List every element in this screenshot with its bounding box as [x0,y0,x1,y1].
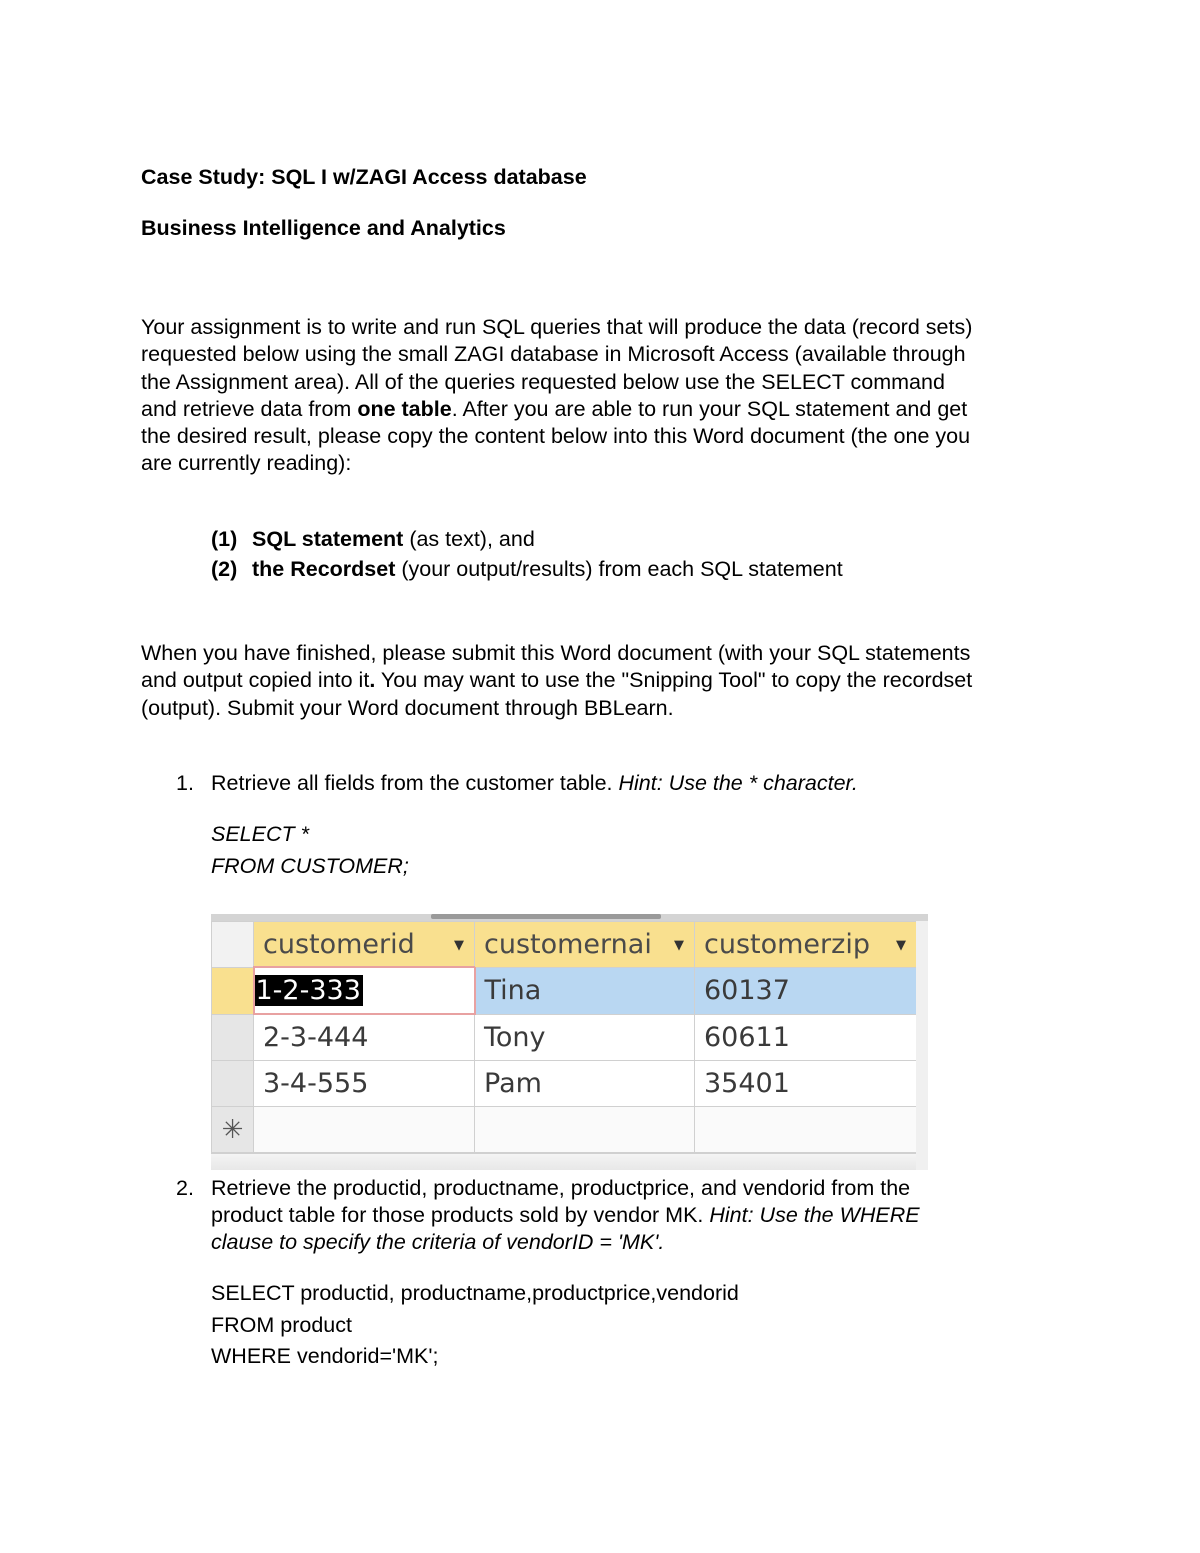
table-cell[interactable] [695,1107,917,1153]
intro-line: the Assignment area). All of the queries requested below use the SELECT command [141,369,945,394]
submit-line: and output copied into it. You may want to use the "Snipping Tool" to copy the recordset [141,668,973,693]
sql-line: SELECT productid, productname,productprice,vendorid [211,1281,739,1305]
page-subtitle: Business Intelligence and Analytics [141,216,506,240]
table-row[interactable] [212,1061,917,1107]
recordset-datasheet [211,914,928,1170]
row-selector[interactable] [212,1061,254,1107]
sql-statement-2 [211,1278,739,1373]
table-cell[interactable]: Tony [475,1014,695,1061]
sql-line: FROM product [211,1312,352,1337]
intro-line: requested below using the small ZAGI database in Microsoft Access (available through [141,342,966,367]
submit-line: When you have finished, please submit this Word document (with your SQL statements [141,641,971,665]
table-cell[interactable] [475,1107,695,1153]
column-header-customerid[interactable]: customerid ▼ [254,922,475,968]
table-header-row [212,922,917,968]
table-cell[interactable]: 3-4-555 [254,1061,475,1107]
table-row[interactable] [212,1014,917,1061]
deliverable-text: SQL statement (as text), and [252,527,535,551]
column-header-customername[interactable]: customernai ▼ [475,922,695,968]
sql-line: WHERE vendorid='MK'; [211,1344,439,1368]
datasheet-scroll-handle[interactable] [431,914,661,919]
datasheet-bottom-bar [211,1153,916,1170]
question-2-text [211,1175,920,1256]
table-cell[interactable]: 1-2-333 [254,967,475,1014]
sql-line: SELECT * [211,822,309,846]
row-selector[interactable] [212,1014,254,1061]
page-title: Case Study: SQL I w/ZAGI Access database [141,165,587,189]
chevron-down-icon[interactable]: ▼ [454,938,464,953]
vertical-scrollbar[interactable] [916,921,928,1170]
table-cell[interactable]: 2-3-444 [254,1014,475,1061]
emphasis-one-table: one table [357,396,452,421]
question-line: product table for those products sold by vendor MK. Hint: Use the WHERE [211,1203,920,1227]
intro-line: Your assignment is to write and run SQL queries that will produce the data (record sets) [141,315,973,339]
chevron-down-icon[interactable]: ▼ [674,938,684,953]
row-selector[interactable] [212,967,254,1014]
sql-line: FROM CUSTOMER; [211,854,409,878]
submit-line: (output). Submit your Word document through BBLearn. [141,695,674,720]
hint-text: Hint: Use the * character. [618,771,858,795]
question-1-text: Retrieve all fields from the customer table. Hint: Use the * character. [211,771,858,795]
select-all-corner[interactable] [212,922,254,968]
deliverable-item: (1) [211,527,238,551]
new-record-row[interactable] [212,1107,917,1153]
intro-line: are currently reading): [141,451,352,476]
table-cell[interactable] [254,1107,475,1153]
intro-line: and retrieve data from one table. After you are able to run your SQL statement and get [141,396,968,421]
intro-line: the desired result, please copy the content below into this Word document (the one you [141,424,971,449]
chevron-down-icon[interactable]: ▼ [896,938,906,953]
sql-statement-1 [211,818,409,882]
table-cell[interactable]: 35401 [695,1061,917,1107]
question-number: 1. [176,771,194,795]
intro-paragraph [141,314,1081,478]
table-cell[interactable]: 60137 [695,967,917,1014]
table-cell[interactable]: Tina [475,967,695,1014]
deliverable-text: the Recordset (your output/results) from each SQL statement [252,557,843,581]
hint-text: clause to specify the criteria of vendorID = 'MK'. [211,1230,665,1254]
table-cell[interactable]: 60611 [695,1014,917,1061]
hint-text: Hint: Use the WHERE [709,1203,920,1227]
deliverable-item: (2) [211,557,238,581]
new-record-icon: ✳ [212,1107,254,1153]
submit-paragraph [141,640,1081,722]
table-row[interactable] [212,967,917,1014]
column-header-customerzip[interactable]: customerzip ▼ [695,922,917,968]
question-line: Retrieve the productid, productname, productprice, and vendorid from the [211,1176,911,1200]
question-number: 2. [176,1176,194,1200]
recordset-table [211,921,917,1153]
table-cell[interactable]: Pam [475,1061,695,1107]
